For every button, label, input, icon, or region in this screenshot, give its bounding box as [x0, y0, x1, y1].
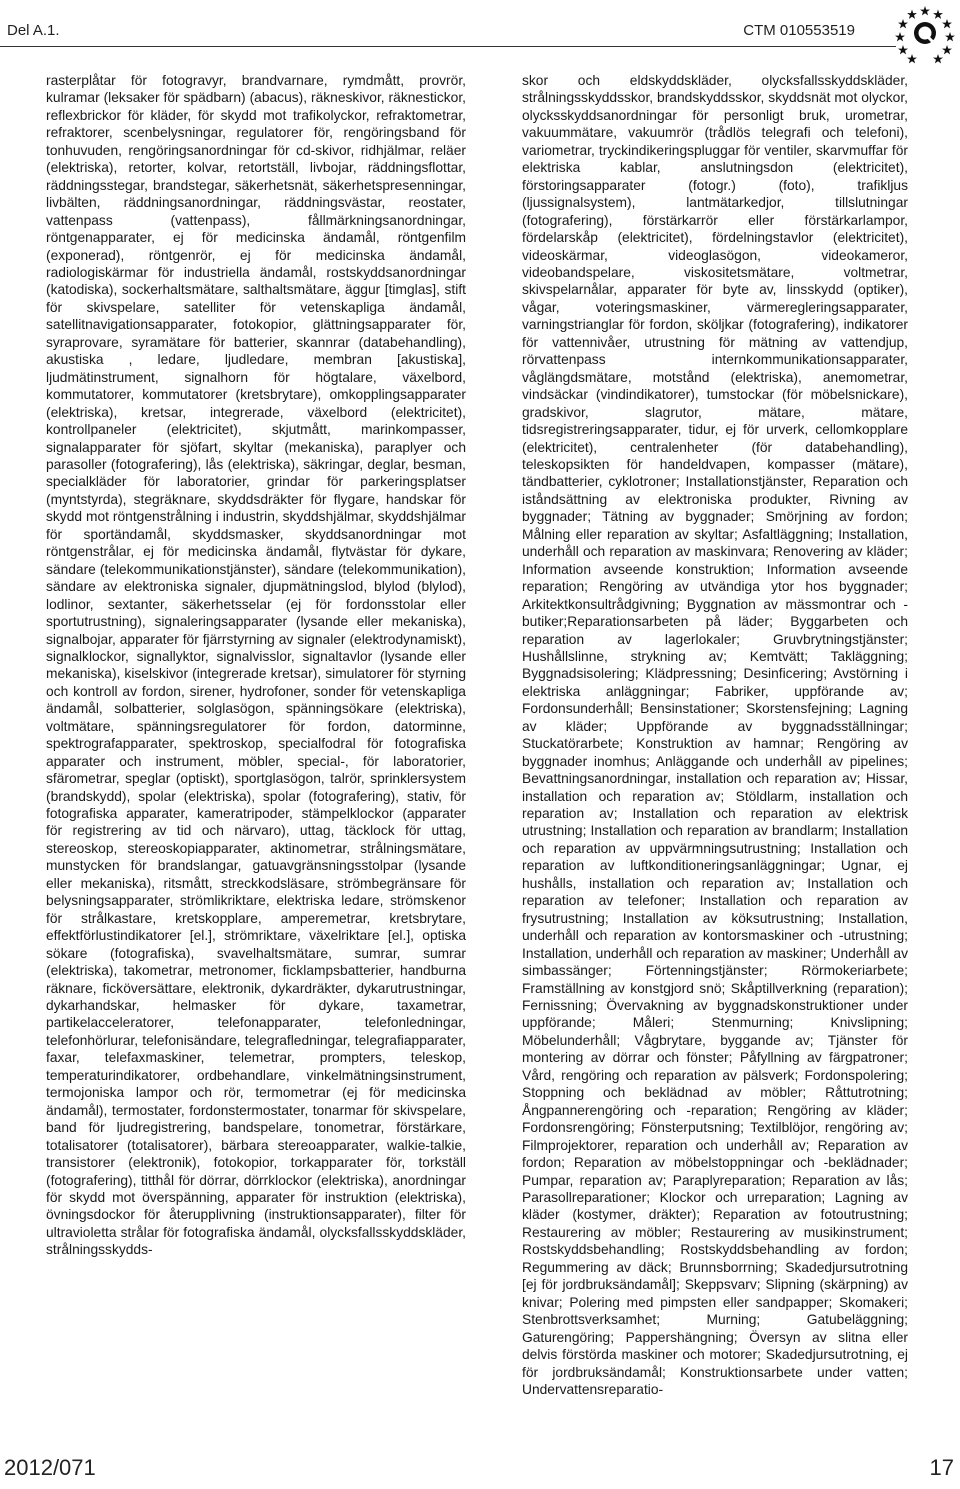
left-column-text: rasterplåtar för fotogravyr, brandvarnare, rymdmått, provrör, kulramar (leksaker för spädbarn) (abacus), räkneskivor, räknestickor, reflexbrickor för kläder, för skydd mot trafikolyckor, refraktometrar, refraktorer, scenbelysningar, regulatorer för, rengöringsband för tonhuvuden, rengöringsanordningar för cd-skivor, ridhjälmar, reläer (elektriska), retorter, kolvar, retortställ, livbojar, räddningsflottar, räddningsstegar, brandstegar, säkerhetsnät, säkerhetspresenningar, livbälten, räddningsanordningar, räddningsvästar, reostater, vattenpass (vattenpass), fållmärkningsanordningar, röntgenapparater, ej för medicinska ändamål, röntgenfilm (exponerad), röntgenrör, ej för medicinska ändamål, radiologiskärmar för industriella ändamål, rostskyddsanordningar (katodiska), sockerhaltsmätare, salthaltsmätare, äggur [timglas], stift för skivspelare, satelliter för vetenskapliga ändamål, satellitnavigationsapparater, fotokopior, glättningsapparater för, syraprovare, syramätare för batterier, skannrar (databehandling), akustiska , ledare, ljudledare, membran [akustiska], ljudmätinstrument, signalhorn för högtalare, växelbord, kommutatorer, kommutatorer (kretsbrytare), omkopplingsapparater (elektriska), kretsar, integrerade, växelbord (elektricitet), kontrollpaneler (elektricitet), skjutmått, marinkompasser, signalapparater för sjöfart, skyltar (mekaniska), paraplyer och parasoller (fotografering), lås (elektriska), säkringar, deglar, besman, specialkläder för laboratorier, grindar för parkeringsplatser (myntstyrda), stegräknare, skyddsdräkter för flygare, handskar för skydd mot röntgenstrålning i industrin, skyddshjälmar, skyddshjälmar för sportändamål, skyddsmasker, skyddsanordningar mot röntgenstrålar, ej för medicinska ändamål, flytvästar för dykare, sändare (telekommunikationstjänster), sändare (telekommunikation), sändare av elektroniska signaler, djupmätningslod, blylod (blylod), lodlinor, sextanter, säkerhetsselar (ej för fordonsstolar eller sportutrustning), signaleringsapparater (lysande eller mekaniska), signalbojar, apparater för fjärrstyrning av signaler (elektrodynamiskt), signalklockor, signallyktor, signalvisslor, signaltavlor (lysande eller mekaniska), kiselskivor (integrerade kretsar), simulatorer för styrning och kontroll av fordon, sirener, hydrofoner, sonder för vetenskapliga ändamål, solbatterier, solglasögon, spänningsökare (elektriska), voltmätare, spänningsregulatorer för fordon, datorminne, spektrografapparater, spektroskop, specialfodral för fotografiska apparater och instrument, möbler, special-, för laboratorier, sfärometrar, speglar (optiskt), sportglasögon, talrör, sprinklersystem (brandskydd), spolar (elektriska), spolar (fotografering), stativ, för fotografiska apparater, kameratripoder, stämpelklockor (apparater för registrering av tid och närvaro), uttag, täcklock för uttag, stereoskop, stereoskopiapparater, aktinometrar, strålningsmätare, munstycken för brandslangar, gatuavgränsningsstolpar (lysande eller mekaniska), ritsmått, streckkodsläsare, strömbegränsare för belysningsapparater, strömlikriktare, elektriska ledare, strömskenor för strålkastare, kretskopplare, amperemetrar, kretsbrytare, effektförlustindikatorer [el.], strömriktare, växelriktare [el.], optiska sökare (fotografiska), svavelhaltsmätare, sumrar, sumrar (elektriska), takometrar, metronomer, ficklampsbatterier, handburna räknare, ficköversättare, elektronik, dykardräkter, dykarutrustningar, dykarhandskar, helmasker för dykare, taxametrar, partikelacceleratorer, telefonapparater, telefonledningar, telefonhörlurar, telefonisändare, telegrafledningar, telegrafiapparater, faxar, telefaxmaskiner, telemetrar, prompters, teleskop, temperaturindikatorer, ordbehandlare, vinkelmätningsinstrument, termojoniska lampor och rör, termometrar (ej för medicinska ändamål), termostater, fordonstermostater, tonarmar för skivspelare, band för ljudregistrering, bandspelare, tonometrar, förstärkare, totalisatorer (totalisatorer), bärbara stereoapparater, walkie-talkie, transistorer (elektronik), fotokopior, torkapparater för, torkställ (fotografering), titthål för dörrar, dörrklockor (elektriska), anordningar för skydd mot överspänning, apparater för instruktion (elektriska), övningsdockor för återupplivning (instruktionsapparater), filter för ultravioletta strålar för fotografiska ändamål, olycksfallsskyddskläder, strålningsskydds-: [46, 73, 466, 1258]
section-label: Del A.1.: [7, 22, 60, 39]
left-text-column: [46, 72, 466, 1259]
eu-stars-emblem-icon: [894, 2, 956, 64]
issue-number: 2012/071: [4, 1455, 96, 1480]
document-id: CTM 010553519: [743, 22, 855, 39]
right-column-text: skor och eldskyddskläder, olycksfallsskyddskläder, strålningsskyddsskor, brandskyddsskor, skyddsnät mot olyckor, olycksskyddsanordningar för personligt bruk, urometrar, vakuummätare, vakuumrör (trådlös telegrafi och telefoni), variometrar, tryckindikeringspluggar för ventiler, skarvmuffar för elektriska kablar, anslutningsdon (elektricitet), förstoringsapparater (fotogr.) (foto), trafikljus (ljussignalsystem), lantmätarkedjor, tillslutningar (fotografering), förstärkarrör eller förstärkarlampor, fördelarskåp (elektricitet), fördelningstavlor (elektricitet), videoskärmar, videoglasögon, videokameror, videobandspelare, viskositetsmätare, voltmetrar, skivspelarnålar, apparater för byte av, linsskydd (optiker), vågar, voteringsmaskiner, värmeregleringsapparater, varningstrianglar för fordon, sköljkar (fotografering), indikatorer för vattennivåer, utrustning för mätning av vattendjup, rörvattenpass internkommunikationsapparater, våglängdsmätare, motstånd (elektriska), anemometrar, vindsäckar (vindindikatorer), tumstockar (för möbelsnickare), gradskivor, slagrutor, mätare, mätare, tidsregistreringsapparater, tidur, ej för urverk, cellomkopplare (elektricitet), centralenheter (för databehandling), teleskopsikten för handeldvapen, kompasser (mätare), tändbatterier, cyklotroner; Installationstjänster, Reparation och iståndsättning av elektroniska produkter, Rivning av byggnader; Tätning av byggnader; Smörjning av fordon; Målning eller reparation av skyltar; Asfaltläggning; Installation, underhåll och reparation av maskinvara; Renovering av kläder; Information avseende konstruktion; Information avseende reparation; Rengöring av utvändiga ytor hos byggnader; Arkitektkonsultrådgivning; Byggnation av mässmontrar och -butiker;Reparationsarbeten på läder; Byggarbeten och reparation av lagerlokaler; Gruvbrytningstjänster; Hushållslinne, strykning av; Kemtvätt; Takläggning; Byggnadsisolering; Klädpressning; Desinficering; Avstörning i elektriska anläggningar; Fabriker, uppförande av; Fordonsunderhåll; Bensinstationer; Skorstensfejning; Lagning av kläder; Uppförande av byggnadsställningar; Stuckatörarbete; Konstruktion av hamnar; Rengöring av byggnader inomhus; Anläggande och underhåll av pipelines; Bevattningsanordningar, installation och reparation av; Hissar, installation och reparation av; Stöldlarm, installation och reparation av; Installation och reparation av elektrisk utrustning; Installation och reparation av brandlarm; Installation och reparation av uppvärmningsutrustning; Installation och reparation av luftkonditioneringsanläggningar; Ugnar, ej hushålls, installation och reparation av; Installation och reparation av telefoner; Installation och reparation av frysutrustning; Installation av köksutrustning; Installation, underhåll och reparation av kontorsmaskiner och -utrustning; Installation, underhåll och reparation av maskiner; Underhåll av simbassänger; Förtenningstjänster; Rörmokeriarbete; Framställning av konstgjord snö; Skåptillverkning (reparation); Fernissning; Övervakning av byggnadskonstruktioner under uppförande; Måleri; Stenmurning; Knivslipning; Möbelunderhåll; Vågbrytare, byggande av; Tjänster för montering av dörrar och fönster; Påfyllning av färgpatroner; Vård, rengöring och reparation av pälsverk; Fordonspolering; Stoppning och beklädnad av möbler; Råttutrotning; Ångpannerengöring och -reparation; Rengöring av kläder; Fordonsrengöring; Fönsterputsning; Textilblöjor, rengöring av; Filmprojektorer, reparation och underhåll av; Reparation av fordon; Reparation av möbelstoppningar och -beklädnader; Pumpar, reparation av; Paraplyreparation; Reparation av lås; Parasollreparationer; Klockor och urreparation; Lagning av kläder (kostymer, dräkter); Reparation av fotoutrustning; Restaurering av möbler; Restaurering av musikinstrument; Rostskyddsbehandling; Rostskyddsbehandling av fordon; Regummering av däck; Brunnsborrning; Skadedjursutrotning [ej för jordbruksändamål]; Skeppsvarv; Slipning (skärpning) av knivar; Polering med pimpsten eller sandpapper; Skomakeri; Stenbrottsverksamhet; Murning; Gatubeläggning; Gaturengöring; Pappershängning; Översyn av slitna eller delvis förstörda maskiner och motorer; Skadedjursutrotning, ej för jordbruksändamål; Konstruktionsarbete under vatten; Undervattensreparatio-: [522, 73, 908, 1397]
header-divider: [0, 46, 896, 47]
page-number: 17: [929, 1455, 954, 1480]
right-text-column: [522, 72, 908, 1398]
